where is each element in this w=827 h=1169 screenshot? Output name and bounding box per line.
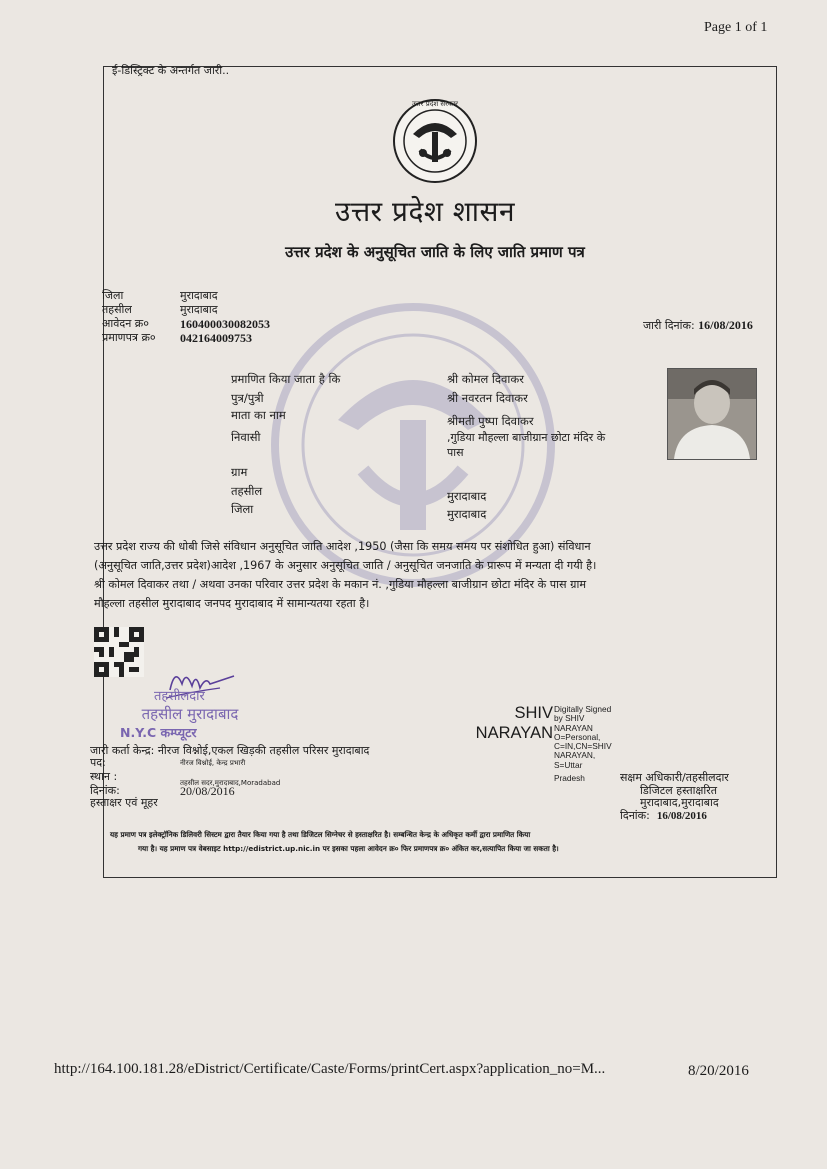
print-url: http://164.100.181.28/eDistrict/Certificate/Caste/Forms/printCert.aspx?application_no=M...: [54, 1061, 606, 1077]
detail-row: [231, 372, 605, 391]
sign-and-seal-label: हस्ताक्षर एवं मूहर: [90, 796, 158, 809]
stamp-line: N.Y.C कम्प्यूटर: [120, 725, 197, 740]
certificate-body: [94, 537, 754, 613]
issuer-block: [90, 745, 369, 809]
issuer-center-value: नीरज विश्नोई,एकल खिड़की तहसील परिसर मुरादाबाद: [157, 744, 370, 757]
stamp-line: तहसीलदार: [154, 689, 205, 704]
body-line: उत्तर प्रदेश राज्य की धोबी जिसे संविधान अनुसूचित जाति आदेश ,1950 (जैसा कि समय समय पर संशोधित हुआ) संविधान: [94, 540, 591, 553]
authority-line: डिजिटल हस्ताक्षरित: [640, 783, 717, 797]
detail-label: जिला: [231, 502, 254, 516]
tehsil-label: तहसील: [102, 303, 132, 316]
detail-row: [231, 465, 605, 484]
digital-signature-details: [554, 705, 612, 783]
detail-row: [231, 430, 605, 445]
tehsildar-stamp: [110, 686, 270, 741]
detail-label: ग्राम: [231, 465, 248, 479]
detail-value: श्री नवरतन दिवाकर: [447, 391, 528, 405]
detail-value: श्रीमती पुष्पा दिवाकर: [447, 414, 534, 428]
issue-date-label: जारी दिनांक:: [643, 319, 695, 332]
signature-detail-line: NARAYAN,: [554, 750, 596, 761]
detail-row: [231, 484, 605, 502]
emblem-text: उत्तर प्रदेश सरकार: [411, 100, 459, 108]
qr-code: [94, 626, 144, 678]
competent-authority: [620, 772, 729, 822]
issuer-post-value: नीरज विश्नोई, केन्द्र प्रभारी: [180, 759, 246, 767]
signer-name-line: NARAYAN: [475, 724, 553, 742]
print-date: 8/20/2016: [688, 1063, 749, 1079]
application-value: 160400030082053: [180, 317, 270, 331]
authority-date-label: दिनांक:: [620, 808, 650, 822]
footer-note-line: यह प्रमाण पत्र इलेक्ट्रॉनिक डिलिवरी सिस्टम द्वारा तैयार किया गया है तथा डिजिटल सिग्नेचर से हस्ताक्षरित है। सम्बन्धित केन्द्र के अधिकृत कर्मी द्वारा प्रमाणित किया: [110, 830, 531, 839]
detail-row: [231, 408, 605, 430]
issuer-center-label: जारी कर्ता केन्द्र:: [90, 744, 155, 757]
detail-value: पास: [447, 446, 464, 459]
detail-label: पुत्र/पुत्री: [231, 391, 264, 405]
detail-row: [231, 502, 605, 520]
issuer-place-value: तहसील सदर,मुरादाबाद,Moradabad: [180, 779, 281, 787]
authority-line: सक्षम अधिकारी/तहसीलदार: [620, 771, 729, 784]
body-line: मौहल्ला तहसील मुरादाबाद जनपद मुरादाबाद में सामान्यतया रहता है।: [94, 597, 370, 610]
issue-date-value: 16/08/2016: [698, 318, 753, 332]
authority-line: मुरादाबाद,मुरादाबाद: [640, 796, 719, 809]
detail-value: ,गुडिया मौहल्ला बाजीग्रान छोटा मंदिर के: [447, 431, 606, 444]
detail-label: [231, 445, 447, 465]
stamp-line: तहसील मुरादाबाद: [141, 705, 239, 723]
certificate-title: उत्तर प्रदेश शासन: [334, 195, 516, 228]
certificate-no-value: 042164009753: [180, 331, 252, 345]
issue-date: [643, 318, 753, 333]
signature-detail-line: C=IN,CN=SHIV: [554, 741, 612, 752]
applicant-photo: [667, 368, 757, 460]
body-line: (अनुसूचित जाति,उत्तर प्रदेश)आदेश ,1967 के अनुसार अनुसूचित जाति / अनुसूचित जनजाति के प्रारूप में मन्यता दी गयी है।: [94, 559, 597, 572]
details-list: [231, 372, 605, 520]
detail-label: माता का नाम: [231, 408, 286, 422]
detail-value: मुरादाबाद: [447, 507, 487, 521]
digital-signature-name: [458, 703, 553, 743]
district-label: जिला: [102, 289, 124, 302]
issuer-date-value: 20/08/2016: [180, 784, 235, 798]
page-number: Page 1 of 1: [704, 20, 768, 35]
footer-note: [110, 828, 762, 856]
body-line: श्री कोमल दिवाकर तथा / अथवा उनका परिवार उत्तर प्रदेश के मकान नं. ,गुडिया मौहल्ला बाजीग्रान छोटा मंदिर के पास ग्राम: [94, 578, 587, 591]
signature-detail-line: by SHIV: [554, 713, 585, 724]
certificate-no-label: प्रमाणपत्र क्र०: [102, 331, 156, 344]
meta-block: [102, 289, 270, 345]
footer-note-line: गया है। यह प्रमाण पत्र वेबसाइट http://edistrict.up.nic.in पर इसका पहला आवेदन क्र० फिर प्रमाणपत्र क्र० अंकित कर,सत्यापित किया जा सकता है।: [138, 844, 559, 853]
certificate-subtitle: उत्तर प्रदेश के अनुसूचित जाति के लिए जाति प्रमाण पत्र: [285, 243, 585, 261]
issuer-place-label: स्थान :: [90, 770, 118, 783]
signature-detail-line: O=Personal,: [554, 731, 601, 742]
up-government-emblem-icon: [387, 98, 483, 184]
detail-row: [231, 445, 605, 465]
signature-detail-line: NARAYAN: [554, 722, 593, 733]
edistrict-note: ई-डिस्ट्रिक्ट के अन्तर्गत जारी..: [112, 64, 230, 77]
signature-detail-line: Digitally Signed: [554, 704, 612, 714]
application-label: आवेदन क्र०: [102, 317, 149, 330]
detail-label: प्रमाणित किया जाता है कि: [231, 372, 341, 386]
issuer-post-label: पद:: [90, 756, 106, 769]
detail-label: तहसील: [231, 484, 263, 498]
issuer-date-label: दिनांक:: [90, 784, 120, 797]
detail-value: श्री कोमल दिवाकर: [447, 372, 524, 386]
detail-row: [231, 391, 605, 408]
detail-label: निवासी: [231, 430, 261, 444]
tehsil-value: मुरादाबाद: [180, 303, 218, 316]
detail-value: मुरादाबाद: [447, 489, 487, 503]
authority-date-value: 16/08/2016: [656, 809, 707, 822]
signature-detail-line: S=Uttar: [554, 759, 583, 770]
signer-name-line: SHIV: [514, 704, 553, 722]
district-value: मुरादाबाद: [180, 289, 218, 302]
signature-detail-line: Pradesh: [554, 773, 585, 784]
